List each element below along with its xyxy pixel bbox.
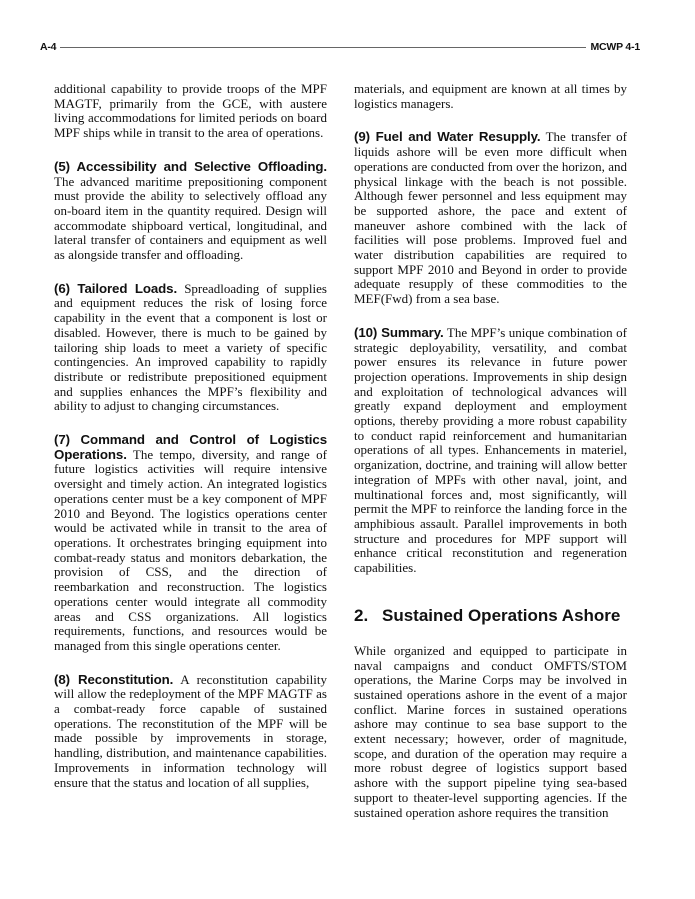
paragraph-command-control — [54, 433, 327, 654]
section-heading — [354, 606, 627, 626]
paragraph-continued: additional capability to provide troops of the MPF MAGTF, primarily from the GCE, with austere living accommodations for limited periods on board MPF ships while in transit to the area of operations. — [54, 81, 327, 141]
paragraph-summary — [354, 326, 627, 576]
paragraph-text: The tempo, diversity, and range of future logistics activities will require intensive oversight and timely action. An integrated logistics operations center must be a key component of MPF 2010 and Beyond. The logistics operations center would be activated while in transit to the area of operations. It orchestrates bringing equipment into combat-ready status and monitors debarkation, the provision of CSS, and the direction of reembarkation and reconstruction. The logistics operations center would integrate all commodity areas and CSS organizations. All logistics requirements, functions, and resources would be managed from this single operations center. — [54, 446, 328, 653]
paragraph-text: Spreadloading of supplies and equipment reduces the risk of losing force capability in the event that a component is lost or disabled. However, there is much to be gained by tailoring ship loads to meet a variety of specific contingencies. An improved capability to rapidly distribute or redistribute prepositioned equipment and supplies enhances the MPF’s flexibility and ability to adjust to changing circumstances. — [54, 280, 327, 414]
paragraph-fuel-water — [354, 130, 627, 306]
paragraph-continued: materials, and equipment are known at all times by logistics managers. — [354, 81, 627, 111]
right-column — [354, 82, 627, 839]
paragraph-heading: (9) Fuel and Water Resupply. — [354, 129, 541, 145]
paragraph-reconstitution — [54, 673, 327, 791]
page-number: A-4 — [40, 41, 57, 53]
section-number: 2. — [354, 605, 369, 625]
paragraph-heading: (8) Reconstitution. — [54, 671, 174, 687]
paragraph-heading: (10) Summary. — [354, 324, 444, 340]
paragraph-text: The transfer of liquids ashore will be even more difficult when operations are conducted from over the horizon, and physical linkage with the beach is not possible. Although fewer personnel and less equipment may be supported ashore, the pace and extent of maneuver ashore combined with the lack of facilities will pose problems. Improved fuel and water distribution capabilities are required to support MPF 2010 and Beyond in order to provide adequate resupply of these commodities to the MEF(Fwd) from a sea base. — [354, 129, 627, 307]
paragraph-accessibility — [54, 160, 327, 263]
header-rule — [60, 47, 586, 48]
paragraph-tailored-loads — [54, 282, 327, 414]
paragraph-text: A reconstitution capability will allow the redeployment of the MPF MAGTF as a combat-ready force capable of sustained operations. The reconstitution of the MPF will be made possible by improvements in storage, handling, distribution, and maintenance capabilities. Improvements in information technology will ensure that the status and location of all supplies, — [54, 671, 327, 790]
paragraph-text: The MPF’s unique combination of strategic deployability, versatility, and combat power ensures its relevance in future power projection operations. Improvements in ship design and exploitation of technological advances will greatly expand deployment and employment options, thereby providing a more robust capability to conduct rapid reinforcement and humanitarian operations of all types. Enhancements in materiel, organization, doctrine, and training will allow better integration of MPFs with other naval, joint, and multinational forces and, most significantly, will permit the MPF to reinforce the landing force in the amphibious assault. Parallel improvements in both structure and procedures for MPF support will enhance critical reconstitution and regeneration capabilities. — [354, 324, 628, 576]
section-title: Sustained Operations Ashore — [382, 605, 621, 625]
page-header — [40, 40, 640, 54]
paragraph-sustained-operations: While organized and equipped to participate in naval campaigns and conduct OMFTS/STOM operations, the Marine Corps may be involved in sustained operations ashore in the event of a major conflict. Marine forces in sustained operations ashore may continue to sea base support to the extent necessary; however, order of magnitude, scope, and duration of the operation may require a more robust degree of logistics support based ashore with the support pipeline tying sea-based support to theater-level supporting agencies. If the sustained operation ashore requires the transition — [354, 642, 627, 820]
left-column — [54, 82, 327, 809]
paragraph-heading: (7) Command and Control of Logistics Operations. — [54, 432, 327, 462]
paragraph-heading: (6) Tailored Loads. — [54, 280, 178, 296]
paragraph-text: The advanced maritime prepositioning component must provide the ability to selectively offload any on-board item in the quantity required. Design will accommodate shipboard vertical, longitudinal, and lateral transfer of containers and equipment as well as alongside transfer and offloading. — [54, 173, 327, 263]
publication-id: MCWP 4-1 — [590, 41, 640, 53]
paragraph-heading: (5) Accessibility and Selective Offloading. — [54, 158, 327, 174]
